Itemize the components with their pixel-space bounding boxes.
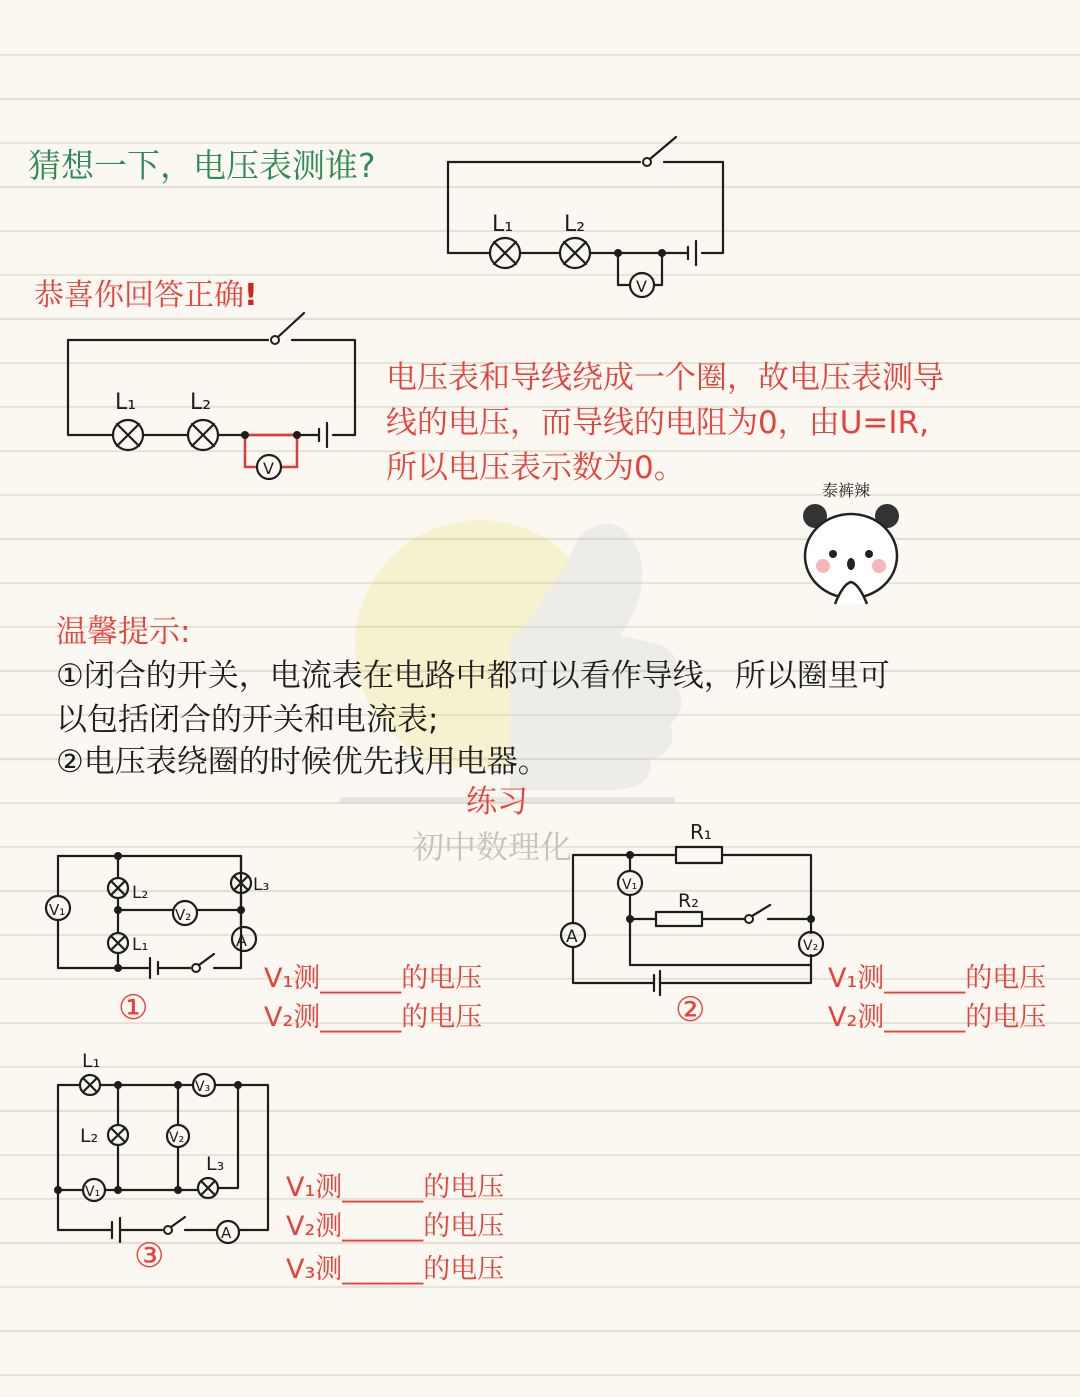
q-prefix: V₂测 bbox=[828, 1002, 885, 1033]
circuit-3-question-2 bbox=[286, 1204, 504, 1243]
lamp-l2-label: L₂ bbox=[564, 212, 586, 237]
q-suffix: 的电压 bbox=[401, 963, 483, 994]
answer-blank[interactable]: ______ bbox=[320, 963, 402, 994]
question-circuit-diagram bbox=[440, 125, 740, 305]
q-prefix: V₁测 bbox=[264, 963, 321, 994]
circuit-3-question-1 bbox=[286, 1165, 504, 1204]
v1-label: V₁ bbox=[85, 1184, 101, 1200]
q-prefix: V₁测 bbox=[828, 963, 885, 994]
answer-blank[interactable]: ______ bbox=[342, 1254, 424, 1285]
v3-label: V₃ bbox=[195, 1079, 211, 1095]
lamp-l2-label: L₂ bbox=[190, 390, 212, 415]
lamp-l1-label: L₁ bbox=[115, 390, 137, 415]
l1-label: L₁ bbox=[82, 1050, 101, 1072]
l2-label: L₂ bbox=[80, 1125, 99, 1147]
answer-blank[interactable]: ______ bbox=[320, 1002, 402, 1033]
lamp-l1-label: L₁ bbox=[492, 212, 514, 237]
q-prefix: V₂测 bbox=[264, 1002, 321, 1033]
v1-label: V₁ bbox=[49, 901, 66, 919]
question-heading: 猜想一下，电压表测谁? bbox=[28, 146, 376, 185]
q-prefix: V₃测 bbox=[286, 1254, 343, 1285]
watermark-text: 初中数理化 bbox=[412, 828, 573, 866]
circuit-1-number: ① bbox=[118, 988, 149, 1028]
voltmeter-label: V bbox=[263, 459, 274, 478]
tips-line-3: ②电压表绕圈的时候优先找用电器。 bbox=[56, 744, 549, 780]
voltmeter-label: V bbox=[636, 277, 647, 296]
circuit-1-question-1 bbox=[264, 956, 482, 995]
practice-circuit-3 bbox=[40, 1045, 280, 1242]
r1-label: R₁ bbox=[690, 820, 712, 844]
sticker-caption: 泰裤辣 bbox=[822, 481, 871, 500]
q-suffix: 的电压 bbox=[423, 1254, 505, 1285]
answer-blank[interactable]: ______ bbox=[342, 1211, 424, 1242]
tips-title: 温馨提示: bbox=[56, 614, 191, 650]
q-suffix: 的电压 bbox=[965, 963, 1047, 994]
panda-sticker bbox=[795, 496, 907, 608]
circuit-2-question-1 bbox=[828, 956, 1046, 995]
ammeter-label: A bbox=[566, 927, 578, 947]
circuit-2-number: ② bbox=[675, 990, 706, 1030]
answer-blank[interactable]: ______ bbox=[342, 1172, 424, 1203]
practice-title: 练习 bbox=[466, 784, 528, 820]
q-prefix: V₁测 bbox=[286, 1172, 343, 1203]
circuit-2-question-2 bbox=[828, 995, 1046, 1034]
exclamation-mark: ! bbox=[244, 278, 258, 313]
circuit-1-question-2 bbox=[264, 995, 482, 1034]
q-suffix: 的电压 bbox=[401, 1002, 483, 1033]
v2-label: V₂ bbox=[803, 938, 819, 954]
l3-label: L₃ bbox=[253, 875, 270, 895]
q-suffix: 的电压 bbox=[423, 1172, 505, 1203]
explanation-line-1: 电压表和导线绕成一个圈，故电压表测导 bbox=[386, 360, 944, 396]
circuit-3-question-3 bbox=[286, 1247, 504, 1286]
answer-banner-text: 恭喜你回答正确 bbox=[34, 278, 244, 313]
v2-label: V₂ bbox=[175, 906, 192, 924]
l3-label: L₃ bbox=[206, 1153, 225, 1175]
tips-line-1: ①闭合的开关，电流表在电路中都可以看作导线，所以圈里可 bbox=[56, 658, 890, 694]
explanation-line-2: 线的电压，而导线的电阻为0，由U=IR, bbox=[386, 405, 929, 441]
answer-blank[interactable]: ______ bbox=[884, 1002, 966, 1033]
answer-circuit-diagram bbox=[60, 305, 370, 485]
q-suffix: 的电压 bbox=[423, 1211, 505, 1242]
q-prefix: V₂测 bbox=[286, 1211, 343, 1242]
l2-label: L₂ bbox=[132, 883, 149, 903]
answer-blank[interactable]: ______ bbox=[884, 963, 966, 994]
v1-label: V₁ bbox=[622, 877, 638, 893]
ammeter-label: A bbox=[221, 1224, 232, 1242]
practice-circuit-2 bbox=[556, 815, 826, 1000]
q-suffix: 的电压 bbox=[965, 1002, 1047, 1033]
l1-label: L₁ bbox=[132, 935, 149, 955]
r2-label: R₂ bbox=[678, 890, 699, 912]
ammeter-label: A bbox=[236, 931, 247, 950]
explanation-line-3: 所以电压表示数为0。 bbox=[386, 450, 685, 486]
circuit-3-number: ③ bbox=[134, 1236, 165, 1276]
v2-label: V₂ bbox=[169, 1130, 185, 1146]
tips-line-2: 以包括闭合的开关和电流表; bbox=[56, 702, 439, 738]
